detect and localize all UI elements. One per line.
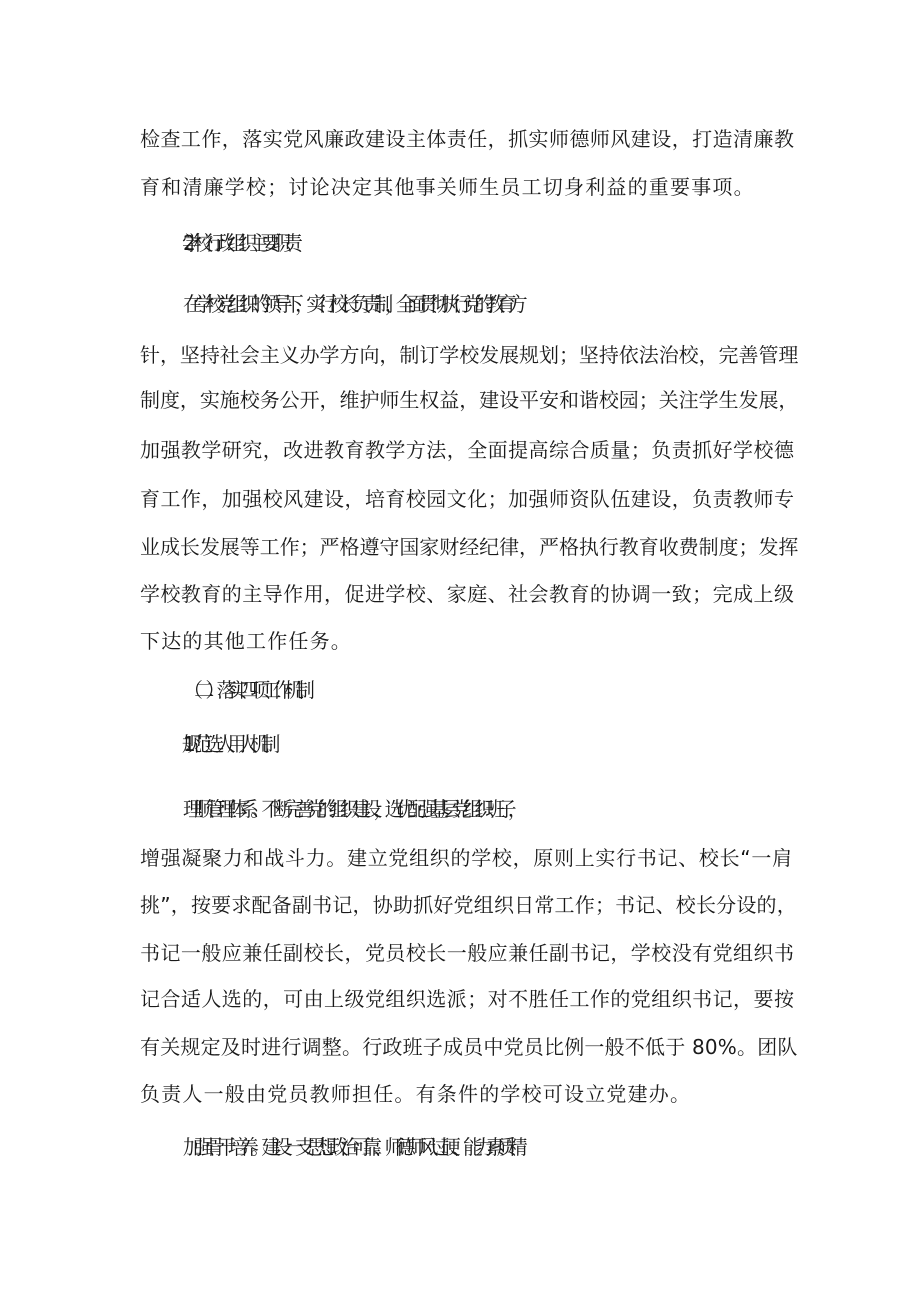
text-line: 加强教学研究，改进教育教学方法，全面提高综合质量；负责抓好学校德: [140, 438, 795, 462]
text-line: 记合适人选的，可由上级党组织选派；对不胜任工作的党组织书记，要按: [140, 987, 795, 1011]
text-line: 育工作，加强校风建设，培育校园文化；加强师资队伍建设，负责教师专: [140, 487, 795, 511]
text-line: 有关规定及时进行调整。行政班子成员中党员比例一般不低于 80%。团队: [140, 1035, 798, 1059]
paragraph-first-line: 理顺管理体系。不断完善党的组织建设，选优配强基层党组织班子，: [183, 797, 519, 821]
text-line: 增强凝聚力和战斗力。建立党组织的学校，原则上实行书记、校长“一肩: [140, 846, 793, 870]
text-line: 检查工作，落实党风廉政建设主体责任，抓实师德师风建设，打造清廉教: [140, 127, 795, 151]
text-line: 学校教育的主导作用，促进学校、家庭、社会教育的协调一致；完成上级: [140, 582, 795, 606]
text-line: 业成长发展等工作；严格遵守国家财经纪律，严格执行教育收费制度；发挥: [140, 535, 799, 559]
section-heading: 1 .规范选人用人机制: [183, 732, 272, 756]
section-heading: （二）落实四项工作机制: [183, 678, 307, 702]
text-line: 下达的其他工作任务。: [140, 629, 352, 653]
text-line: 针，坚持社会主义办学方向，制订学校发展规划；坚持依法治校，完善管理: [140, 343, 799, 367]
text-line: 育和清廉学校；讨论决定其他事关师生员工切身利益的重要事项。: [140, 175, 755, 199]
text-line: 书记一般应兼任副校长，党员校长一般应兼任副书记，学校没有党组织书: [140, 941, 795, 965]
text-line: 制度，实施校务公开，维护师生权益，建设平安和谐校园；关注学生发展，: [140, 388, 799, 412]
text-line: 负责人一般由党员教师担任。有条件的学校可设立党建办。: [140, 1082, 692, 1106]
text-line: 挑”，按要求配备副书记，协助抓好党组织日常工作；书记、校长分设的，: [140, 893, 797, 917]
paragraph-first-line: 加强骨干培养。建设一支思想政治可靠、师德师风过硬、能力素质精: [183, 1135, 519, 1159]
paragraph-first-line: 在学校党组织的领导下，实行校长负责制，全面贯彻执行党的教育方: [183, 292, 519, 316]
section-heading: 2 .学校行政组织主要职责: [183, 231, 295, 255]
